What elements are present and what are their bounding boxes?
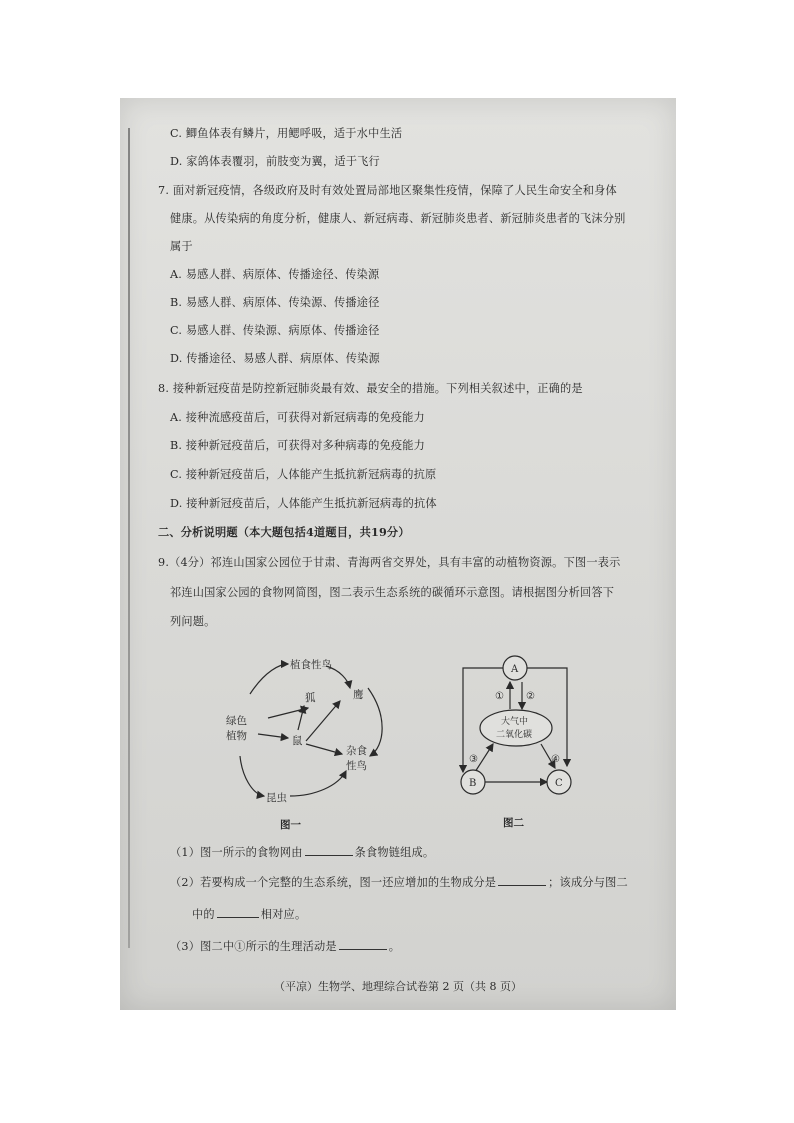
- q9-stem-line1: 9.（4分）祁连山国家公园位于甘肃、青海两省交界处，具有丰富的动植物资源。下图一表示: [158, 556, 621, 569]
- node-plant-line2: 植物: [226, 730, 247, 742]
- co2-label-line1: 大气中: [501, 717, 529, 727]
- exam-page: [120, 98, 676, 1010]
- marker-1: ①: [495, 691, 504, 702]
- node-plant-line1: 绿色: [226, 715, 247, 727]
- q7-option-a: A. 易感人群、病原体、传播途径、传染源: [170, 268, 380, 281]
- q8-option-b: B. 接种新冠疫苗后，可获得对多种病毒的免疫能力: [170, 439, 426, 452]
- marker-2: ②: [526, 691, 535, 702]
- arrow-mouse-to-omnivore: [306, 744, 342, 754]
- q8-option-a: A. 接种流感疫苗后，可获得对新冠病毒的免疫能力: [170, 411, 425, 424]
- arrow-mouse-to-hawk: [306, 701, 340, 741]
- node-omnivore-line1: 杂食: [346, 745, 367, 757]
- section-2-heading: 二、分析说明题（本大题包括4道题目，共19分）: [158, 525, 410, 539]
- node-mouse: 鼠: [292, 735, 303, 747]
- arrow-plant-to-herbivore-bird: [250, 664, 288, 694]
- arrow-insect-to-omnivore: [290, 771, 346, 796]
- q8-option-d: D. 接种新冠疫苗后，人体能产生抵抗新冠病毒的抗体: [170, 497, 437, 510]
- answer-blank-3[interactable]: [217, 917, 259, 918]
- node-herbivore-bird: 植食性鸟: [290, 659, 332, 671]
- answer-blank-2[interactable]: [498, 885, 546, 886]
- q7-stem-line2: 健康。从传染病的角度分析，健康人、新冠病毒、新冠肺炎患者、新冠肺炎患者的飞沫分别: [170, 212, 626, 225]
- arrow-plant-to-mouse: [258, 734, 288, 738]
- node-c: C: [555, 778, 563, 789]
- node-omnivore-line2: 性鸟: [346, 760, 367, 772]
- answer-blank-4[interactable]: [339, 949, 387, 950]
- figure1-caption: 图一: [280, 819, 301, 831]
- q7-option-d: D. 传播途径、易感人群、病原体、传染源: [170, 352, 380, 365]
- node-hawk: 鹰: [353, 689, 364, 701]
- q9-stem-line2: 祁连山国家公园的食物网简图，图二表示生态系统的碳循环示意图。请根据图分析回答下: [170, 586, 615, 599]
- page-footer: （平凉）生物学、地理综合试卷第 2 页（共 8 页）: [274, 980, 522, 993]
- binding-line: [128, 128, 130, 948]
- marker-3: ③: [469, 754, 478, 765]
- co2-label-line2: 二氧化碳: [496, 730, 533, 740]
- co2-ellipse: [480, 710, 552, 746]
- q6-option-c: C. 鲫鱼体表有鳞片，用鳃呼吸，适于水中生活: [170, 127, 403, 140]
- q6-option-d: D. 家鸽体表覆羽，前肢变为翼，适于飞行: [170, 155, 380, 168]
- q9-sub1: （1）图一所示的食物网由 条食物链组成。: [170, 846, 435, 859]
- q8-option-c: C. 接种新冠疫苗后，人体能产生抵抗新冠病毒的抗原: [170, 468, 437, 481]
- arrow-plant-to-insect: [240, 756, 264, 796]
- q7-stem-line3: 属于: [170, 240, 193, 253]
- arrow-omnivore-to-hawk: [368, 688, 382, 756]
- figure2-carbon-cycle: [455, 654, 585, 832]
- node-insect: 昆虫: [266, 792, 287, 804]
- q9-sub3: （3）图二中①所示的生理活动是 。: [170, 940, 401, 953]
- figure1-food-web: [220, 646, 400, 831]
- node-a: A: [511, 664, 519, 675]
- node-b: B: [469, 778, 477, 789]
- q7-option-c: C. 易感人群、传染源、病原体、传播途径: [170, 324, 380, 337]
- q9-sub2-line2: 中的 相对应。: [192, 908, 307, 921]
- figure2-caption: 图二: [503, 817, 524, 829]
- node-fox: 狐: [305, 692, 316, 704]
- q8-stem: 8. 接种新冠疫苗是防控新冠肺炎最有效、最安全的措施。下列相关叙述中，正确的是: [158, 382, 583, 395]
- marker-4: ④: [551, 754, 560, 765]
- q7-option-b: B. 易感人群、病原体、传染源、传播途径: [170, 296, 380, 309]
- q7-stem-line1: 7. 面对新冠疫情，各级政府及时有效处置局部地区聚集性疫情，保障了人民生命安全和身体: [158, 184, 617, 197]
- answer-blank-1[interactable]: [305, 855, 353, 856]
- q9-sub2-line1: （2）若要构成一个完整的生态系统，图一还应增加的生物成分是 ；该成分与图二: [170, 876, 628, 889]
- q9-stem-line3: 列问题。: [170, 615, 216, 628]
